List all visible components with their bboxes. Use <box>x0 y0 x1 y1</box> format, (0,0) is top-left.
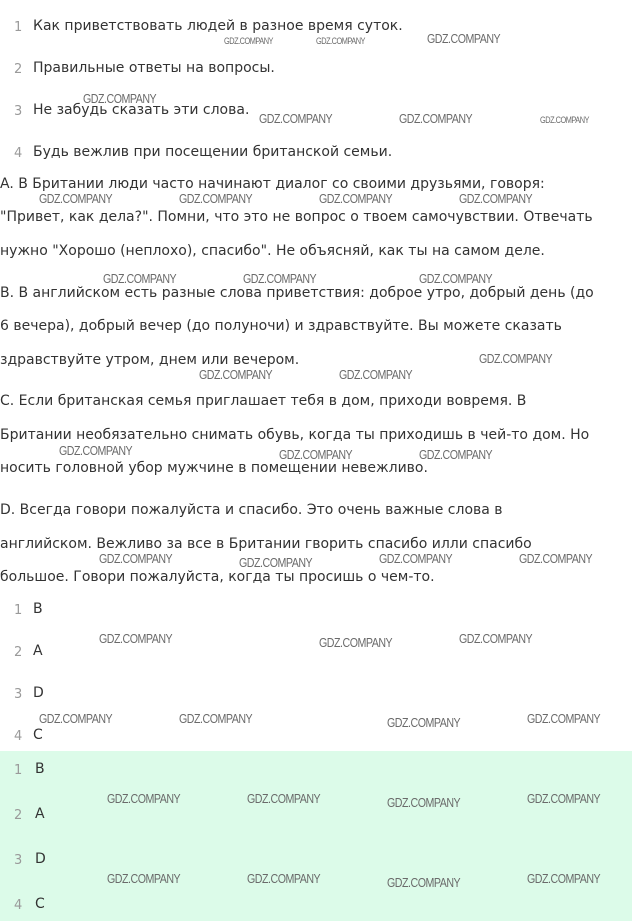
watermark: GDZ.COMPANY <box>427 31 501 46</box>
watermark: GDZ.COMPANY <box>479 351 553 366</box>
answer-number: 2 <box>14 808 23 823</box>
answer-number: 4 <box>14 898 23 913</box>
watermark: GDZ.COMPANY <box>99 551 173 566</box>
watermark: GDZ.COMPANY <box>247 871 321 886</box>
answer-highlight-panel <box>0 751 632 921</box>
list-item: Будь вежлив при посещении британской семьи. <box>33 144 393 160</box>
paragraph-line: A. В Британии люди часто начинают диалог со своими друзьями, говоря: <box>0 176 545 192</box>
watermark: GDZ.COMPANY <box>527 871 601 886</box>
watermark: GDZ.COMPANY <box>239 555 313 570</box>
watermark: GDZ.COMPANY <box>224 36 273 46</box>
answer-letter: B <box>35 761 45 777</box>
watermark: GDZ.COMPANY <box>387 795 461 810</box>
list-item: Правильные ответы на вопросы. <box>33 60 275 76</box>
watermark: GDZ.COMPANY <box>39 191 113 206</box>
watermark: GDZ.COMPANY <box>399 111 473 126</box>
watermark: GDZ.COMPANY <box>107 791 181 806</box>
watermark: GDZ.COMPANY <box>179 711 253 726</box>
list-item: Не забудь сказать эти слова. <box>33 102 250 118</box>
answer-letter: A <box>35 806 45 822</box>
watermark: GDZ.COMPANY <box>419 271 493 286</box>
watermark: GDZ.COMPANY <box>459 631 533 646</box>
paragraph-line: Британии необязательно снимать обувь, когда ты приходишь в чей-то дом. Но <box>0 427 590 443</box>
watermark: GDZ.COMPANY <box>319 191 393 206</box>
watermark: GDZ.COMPANY <box>247 791 321 806</box>
paragraph-line: нужно "Хорошо (неплохо), спасибо". Не объясняй, как ты на самом деле. <box>0 243 545 259</box>
paragraph-line: D. Всегда говори пожалуйста и спасибо. Это очень важные слова в <box>0 502 503 518</box>
answer-number: 1 <box>14 763 23 778</box>
watermark: GDZ.COMPANY <box>279 447 353 462</box>
list-item: Как приветствовать людей в разное время суток. <box>33 18 403 34</box>
watermark: GDZ.COMPANY <box>316 36 365 46</box>
list-number: 4 <box>14 146 23 161</box>
answer-letter: D <box>35 851 46 867</box>
answer-letter: A <box>33 643 43 659</box>
watermark: GDZ.COMPANY <box>319 635 393 650</box>
watermark: GDZ.COMPANY <box>199 367 273 382</box>
watermark: GDZ.COMPANY <box>339 367 413 382</box>
watermark: GDZ.COMPANY <box>83 91 157 106</box>
answer-number: 2 <box>14 645 23 660</box>
watermark: GDZ.COMPANY <box>59 443 133 458</box>
watermark: GDZ.COMPANY <box>379 551 453 566</box>
watermark: GDZ.COMPANY <box>527 711 601 726</box>
watermark: GDZ.COMPANY <box>540 115 589 125</box>
paragraph-line: здравствуйте утром, днем или вечером. <box>0 352 300 368</box>
paragraph-line: носить головной убор мужчине в помещении невежливо. <box>0 460 428 476</box>
answer-letter: D <box>33 685 44 701</box>
watermark: GDZ.COMPANY <box>107 871 181 886</box>
list-number: 1 <box>14 20 23 35</box>
watermark: GDZ.COMPANY <box>179 191 253 206</box>
paragraph-line: 6 вечера), добрый вечер (до полуночи) и здравствуйте. Вы можете сказать <box>0 318 562 334</box>
paragraph-line: "Привет, как дела?". Помни, что это не вопрос о твоем самочувствии. Отвечать <box>0 209 593 225</box>
list-number: 3 <box>14 104 23 119</box>
watermark: GDZ.COMPANY <box>459 191 533 206</box>
watermark: GDZ.COMPANY <box>39 711 113 726</box>
list-number: 2 <box>14 62 23 77</box>
watermark: GDZ.COMPANY <box>519 551 593 566</box>
answer-letter: C <box>35 896 45 912</box>
watermark: GDZ.COMPANY <box>99 631 173 646</box>
paragraph-line: большое. Говори пожалуйста, когда ты просишь о чем-то. <box>0 569 435 585</box>
watermark: GDZ.COMPANY <box>527 791 601 806</box>
paragraph-line: B. В английском есть разные слова приветствия: доброе утро, добрый день (до <box>0 285 594 301</box>
watermark: GDZ.COMPANY <box>419 447 493 462</box>
watermark: GDZ.COMPANY <box>103 271 177 286</box>
answer-letter: C <box>33 727 43 743</box>
paragraph-line: английском. Вежливо за все в Британии гворить спасибо илли спасибо <box>0 536 532 552</box>
watermark: GDZ.COMPANY <box>259 111 333 126</box>
answer-number: 3 <box>14 687 23 702</box>
paragraph-line: C. Если британская семья приглашает тебя в дом, приходи вовремя. В <box>0 393 527 409</box>
watermark: GDZ.COMPANY <box>387 715 461 730</box>
answer-number: 4 <box>14 729 23 744</box>
answer-number: 1 <box>14 603 23 618</box>
watermark: GDZ.COMPANY <box>243 271 317 286</box>
answer-letter: B <box>33 601 43 617</box>
watermark: GDZ.COMPANY <box>387 875 461 890</box>
answer-number: 3 <box>14 853 23 868</box>
